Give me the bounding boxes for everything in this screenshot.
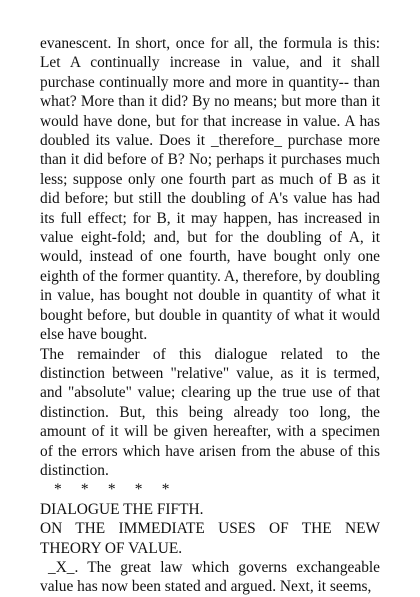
section-title: ON THE IMMEDIATE USES OF THE NEW THEORY OF VALUE. bbox=[40, 520, 380, 557]
dialogue-title: DIALOGUE THE FIFTH. bbox=[40, 500, 204, 518]
section-separator: * * * * * bbox=[54, 481, 170, 499]
document-page bbox=[40, 34, 380, 597]
paragraph-great-law: _X_. The great law which governs exchangeable value has now been stated and argued. Next, it seems, bbox=[40, 558, 380, 596]
paragraph-formula: evanescent. In short, once for all, the formula is this: Let A continually increase in value, and it shall purchase continually more and more in quantity-- than what? More than it did? By no means; but more than it would have done, but for that increase in value. A has doubled its value. Does it _therefore_ purchase more than it did before of B? No; perhaps it purchases much less; suppose only one fourth part as much of B as it did before; but still the doubling of A's value has had its full effect; for B, it may happen, has increased in value eight-fold; and, but for the doubling of A, it would, instead of one fourth, have bought only one eighth of the former quantity. A, therefore, by doubling in value, has bought not double in quantity of what it bought before, but double in quantity of what it would else have bought. bbox=[40, 35, 380, 344]
paragraph-relative-absolute: The remainder of this dialogue related to the distinction between "relative" value, as it is termed, and "absolute" value; clearing up the true use of that distinction. But, this being already too long, the amount of it will be given hereafter, with a specimen of the errors which have arisen from the abuse of this distinction. bbox=[40, 345, 380, 479]
